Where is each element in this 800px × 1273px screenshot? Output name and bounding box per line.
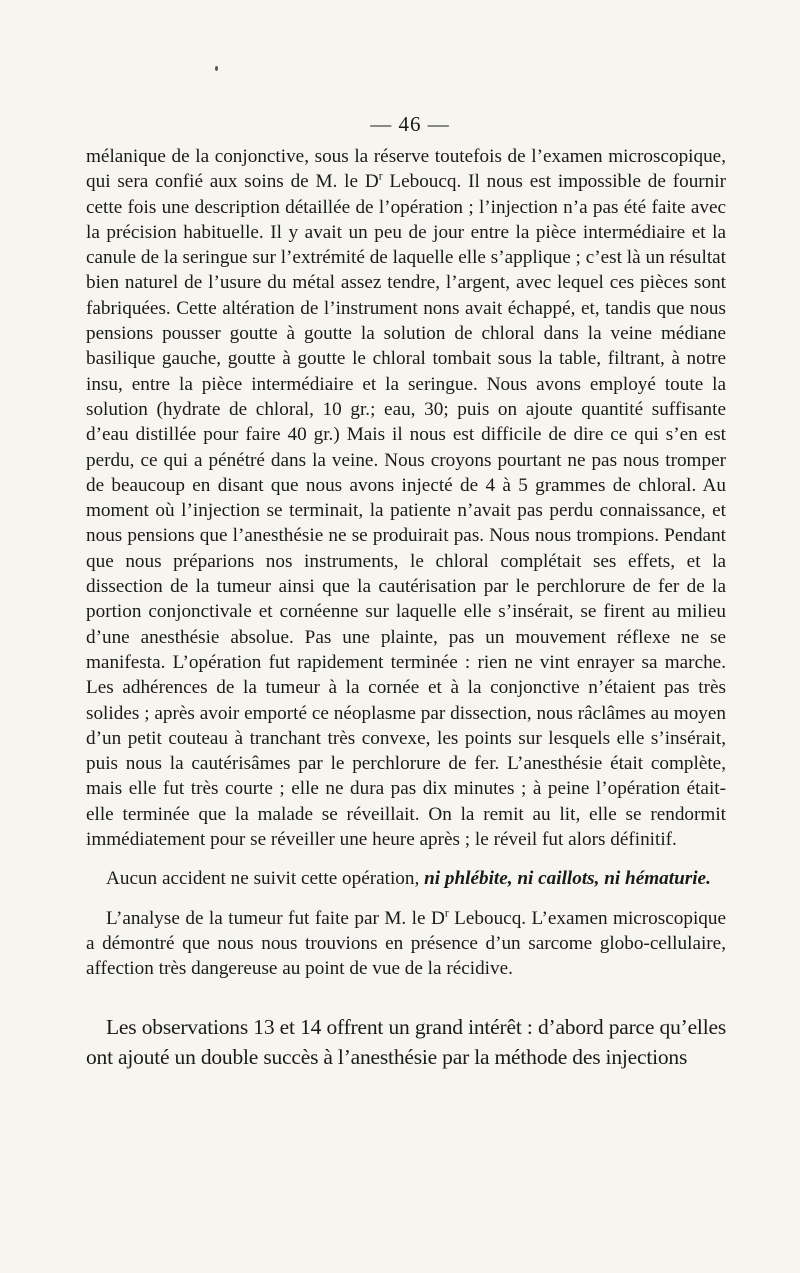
paragraph-analysis xyxy=(86,906,726,982)
paragraph-text: Aucun accident ne suivit cette opération, xyxy=(106,868,425,890)
superscript: r xyxy=(378,170,383,183)
paragraph-observations xyxy=(86,1012,726,1072)
paragraph-text: Leboucq. Il nous est impossible de fournir cette fois une description détaillée de l’opération ; l’injection n’a pas été faite avec la précision habituelle. Il y avait un peu de jour entre la pièce intermédiaire et la canule de la seringue sur l’extrémité de laquelle elle s’applique ; c’est là un résultat bien naturel de l’usure du métal assez tendre, l’argent, avec lequel ces pièces sont fabriquées. Cette altération de l’instrument nons avait échappé, et, tandis que nous pensions pousser goutte à goutte la solution de chloral dans la veine médiane basilique gauche, goutte à goutte le chloral tombait sous la table, filtrant, à notre insu, entre la pièce intermédiaire et la seringue. Nous avons employé toute la solution (hydrate de chloral, 10 gr.; eau, 30; puis on ajoute quantité suffisante d’eau distillée pour faire 40 gr.) Mais il nous est difficile de dire ce qui s’en est perdu, ce qui a pénétré dans la veine. Nous croyons pourtant ne pas nous tromper de beaucoup en disant que nous avons injecté de 4 à 5 grammes de chloral. Au moment où l’injection se terminait, la patiente n’avait pas perdu connaissance, et nous pensions que l’anesthésie ne se produirait pas. Nous nous trompions. Pendant que nous préparions nos instruments, le chloral complétait ses effets, et la dissection de la tumeur ainsi que la cautérisation par le perchlorure de fer de la portion conjonctivale et cornéenne sur laquelle elle s’insérait, se firent au milieu d’une anesthésie absolue. Pas une plainte, pas un mouvement réflexe ne se manifesta. L’opération fut rapidement terminée : rien ne vint enrayer sa marche. Les adhérences de la tumeur à la cornée et à la conjonctive n’étaient pas très solides ; après avoir emporté ce néoplasme par dissection, nous râclâmes au moyen d’un petit couteau à tranchant très convexe, les points sur lesquels elle s’insérait, puis nous la cautérisâmes par le perchlorure de fer. L’anesthésie était complète, mais elle fut très courte ; elle ne dura pas dix minutes ; à peine l’opération était-elle terminée que la malade se réveillait. On la remit au lit, elle se rendormit immédiatement pour se réveiller une heure après ; le réveil fut alors définitif. xyxy=(86,171,726,851)
paragraph-no-accident xyxy=(86,866,726,891)
page-body xyxy=(86,144,726,1072)
paragraph-text: L’analyse de la tumeur fut faite par M. le D xyxy=(106,907,445,929)
ink-speck xyxy=(215,66,218,71)
paragraph-text: Leboucq. L’examen microscopique a démontré que nous nous trouvions en présence d’un sarcome globo-cellulaire, affection très dangereuse au point de vue de la récidive. xyxy=(86,907,726,980)
paragraph-text: Les observations 13 et 14 offrent un grand intérêt : d’abord parce qu’elles ont ajouté un double succès à l’anesthésie par la méthode des injections xyxy=(86,1014,726,1069)
paragraph-text: mélanique de la conjonctive, sous la réserve toutefois de l’examen microscopique, qui sera confié aux soins de M. le D xyxy=(86,146,726,193)
italic-phrase: ni phlébite, ni caillots, ni hématurie. xyxy=(424,868,711,890)
page-number: — 46 — xyxy=(370,112,450,136)
superscript: r xyxy=(444,907,449,920)
paragraph-continued xyxy=(86,144,726,852)
